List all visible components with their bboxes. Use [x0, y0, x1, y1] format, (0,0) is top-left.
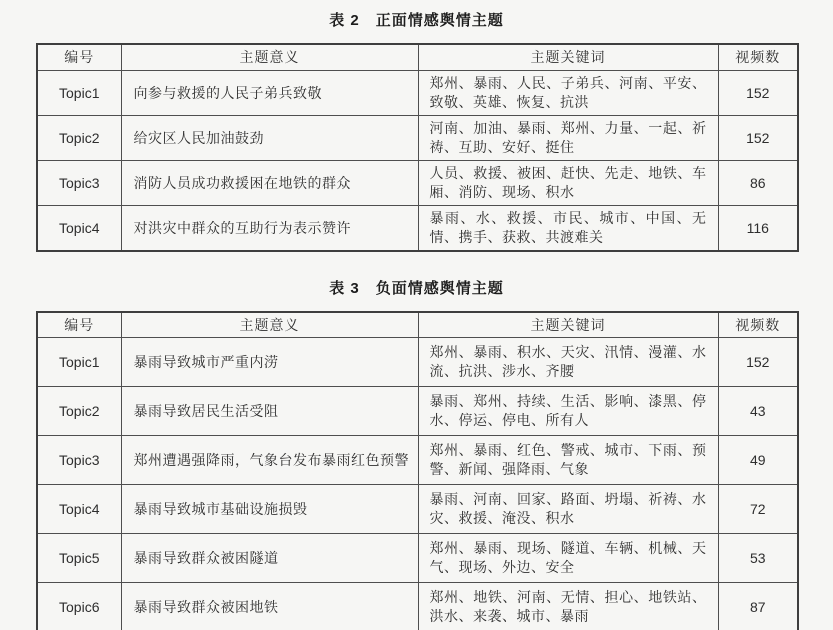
- topic-keywords-cell: 郑州、暴雨、现场、隧道、车辆、机械、天气、现场、外边、安全: [418, 534, 718, 583]
- topic-keywords-cell: 郑州、地铁、河南、无情、担心、地铁站、洪水、来袭、城市、暴雨: [418, 583, 718, 630]
- table-header-row: [37, 312, 798, 338]
- topic-id-cell: Topic1: [37, 70, 121, 115]
- topic-meaning-cell: 暴雨导致城市严重内涝: [121, 338, 418, 387]
- topic-keywords-cell: 郑州、暴雨、积水、天灾、汛情、漫灌、水流、抗洪、涉水、齐腰: [418, 338, 718, 387]
- topic-meaning-cell: 暴雨导致城市基础设施损毁: [121, 485, 418, 534]
- topic-meaning-cell: 暴雨导致居民生活受阻: [121, 387, 418, 436]
- topic-id-cell: Topic3: [37, 160, 121, 205]
- video-count-cell: 49: [718, 436, 798, 485]
- table3-caption: 表 3 负面情感舆情主题: [329, 279, 504, 297]
- topic-id-cell: Topic2: [37, 387, 121, 436]
- col-header-keywords: 主题关键词: [418, 44, 718, 70]
- table-row: [37, 160, 798, 205]
- topic-meaning-cell: 向参与救援的人民子弟兵致敬: [121, 70, 418, 115]
- topic-keywords-cell: 暴雨、河南、回家、路面、坍塌、祈祷、水灾、救援、淹没、积水: [418, 485, 718, 534]
- video-count-cell: 152: [718, 338, 798, 387]
- video-count-cell: 87: [718, 583, 798, 630]
- topic-id-cell: Topic2: [37, 115, 121, 160]
- col-header-id: 编号: [37, 44, 121, 70]
- table-row: [37, 205, 798, 251]
- table2-caption: 表 2 正面情感舆情主题: [329, 12, 504, 29]
- video-count-cell: 72: [718, 485, 798, 534]
- table-row: [37, 583, 798, 630]
- col-header-id: 编号: [37, 312, 121, 338]
- col-header-keywords: 主题关键词: [418, 312, 718, 338]
- topic-meaning-cell: 暴雨导致群众被困隧道: [121, 534, 418, 583]
- topic-keywords-cell: 郑州、暴雨、红色、警戒、城市、下雨、预警、新闻、强降雨、气象: [418, 436, 718, 485]
- video-count-cell: 53: [718, 534, 798, 583]
- video-count-cell: 86: [718, 160, 798, 205]
- table-row: [37, 485, 798, 534]
- positive-topics-table: [36, 43, 799, 252]
- video-count-cell: 152: [718, 115, 798, 160]
- col-header-meaning: 主题意义: [121, 44, 418, 70]
- topic-meaning-cell: 郑州遭遇强降雨，气象台发布暴雨红色预警: [121, 436, 418, 485]
- video-count-cell: 43: [718, 387, 798, 436]
- table-row: [37, 534, 798, 583]
- topic-keywords-cell: 河南、加油、暴雨、郑州、力量、一起、祈祷、互助、安好、挺住: [418, 115, 718, 160]
- col-header-count: 视频数: [718, 312, 798, 338]
- topic-keywords-cell: 郑州、暴雨、人民、子弟兵、河南、平安、致敬、英雄、恢复、抗洪: [418, 70, 718, 115]
- topic-meaning-cell: 对洪灾中群众的互助行为表示赞许: [121, 205, 418, 251]
- col-header-meaning: 主题意义: [121, 312, 418, 338]
- negative-topics-table: [36, 311, 799, 630]
- col-header-count: 视频数: [718, 44, 798, 70]
- table-row: [37, 436, 798, 485]
- table-row: [37, 115, 798, 160]
- topic-keywords-cell: 暴雨、郑州、持续、生活、影响、漆黑、停水、停运、停电、所有人: [418, 387, 718, 436]
- topic-id-cell: Topic5: [37, 534, 121, 583]
- topic-id-cell: Topic4: [37, 485, 121, 534]
- topic-keywords-cell: 人员、救援、被困、赶快、先走、地铁、车厢、消防、现场、积水: [418, 160, 718, 205]
- video-count-cell: 116: [718, 205, 798, 251]
- topic-id-cell: Topic4: [37, 205, 121, 251]
- topic-meaning-cell: 暴雨导致群众被困地铁: [121, 583, 418, 630]
- topic-keywords-cell: 暴雨、水、救援、市民、城市、中国、无情、携手、获救、共渡难关: [418, 205, 718, 251]
- topic-id-cell: Topic1: [37, 338, 121, 387]
- video-count-cell: 152: [718, 70, 798, 115]
- topic-meaning-cell: 消防人员成功救援困在地铁的群众: [121, 160, 418, 205]
- topic-meaning-cell: 给灾区人民加油鼓劲: [121, 115, 418, 160]
- table-row: [37, 338, 798, 387]
- table-row: [37, 70, 798, 115]
- table-row: [37, 387, 798, 436]
- topic-id-cell: Topic3: [37, 436, 121, 485]
- table-header-row: [37, 44, 798, 70]
- topic-id-cell: Topic6: [37, 583, 121, 630]
